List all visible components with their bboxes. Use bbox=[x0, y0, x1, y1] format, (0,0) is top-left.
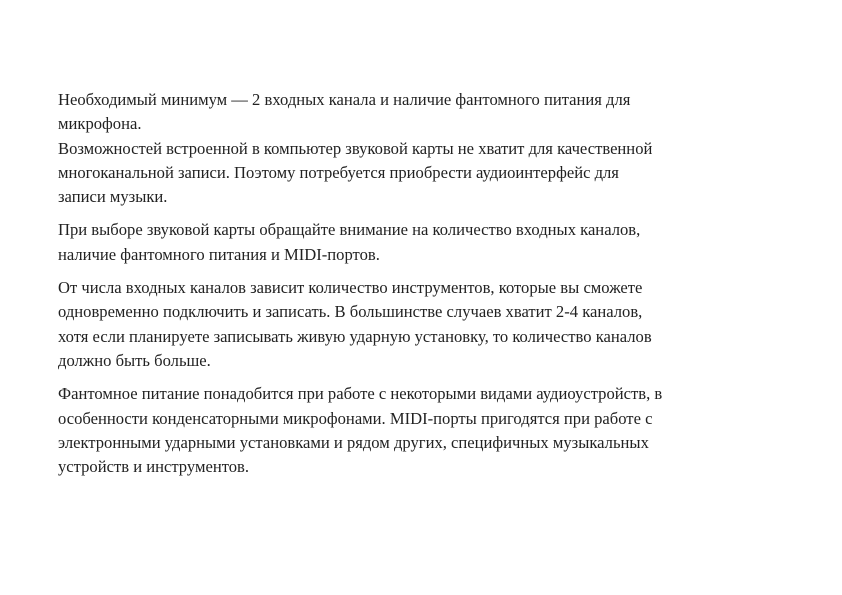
text-line: особенности конденсаторными микрофонами. MIDI-порты пригодятся при работе с bbox=[58, 408, 653, 428]
text-line: Необходимый минимум — 2 входных канала и наличие фантомного питания для bbox=[58, 90, 631, 109]
text-line: Возможностей встроенной в компьютер звуковой карты не хватит для качественной bbox=[58, 138, 653, 158]
text-line: многоканальной записи. Поэтому потребуется приобрести аудиоинтерфейс для bbox=[58, 162, 619, 182]
text-line: устройств и инструментов. bbox=[58, 457, 250, 477]
text-line: Фантомное питание понадобится при работе с некоторыми видами аудиоустройств, в bbox=[58, 384, 663, 404]
paragraph-input-channels bbox=[58, 276, 782, 373]
text-line: При выборе звуковой карты обращайте внимание на количество входных каналов, bbox=[58, 220, 641, 240]
document-page bbox=[58, 88, 782, 488]
text-line: электронными ударными установками и рядом других, специфичных музыкальных bbox=[58, 432, 649, 452]
text-line: хотя если планируете записывать живую ударную установку, то количество каналов bbox=[58, 326, 652, 346]
text-line: От числа входных каналов зависит количество инструментов, которые вы сможете bbox=[58, 278, 643, 298]
paragraph-phantom-power-midi bbox=[58, 382, 782, 479]
text-line: наличие фантомного питания и MIDI-портов. bbox=[58, 244, 380, 264]
text-line: микрофона. bbox=[58, 114, 142, 134]
paragraph-sound-card-choice bbox=[58, 218, 782, 267]
text-line: записи музыки. bbox=[58, 187, 168, 207]
paragraph-requirements bbox=[58, 88, 782, 209]
text-line: одновременно подключить и записать. В большинстве случаев хватит 2-4 каналов, bbox=[58, 302, 643, 322]
text-line: должно быть больше. bbox=[58, 350, 211, 370]
